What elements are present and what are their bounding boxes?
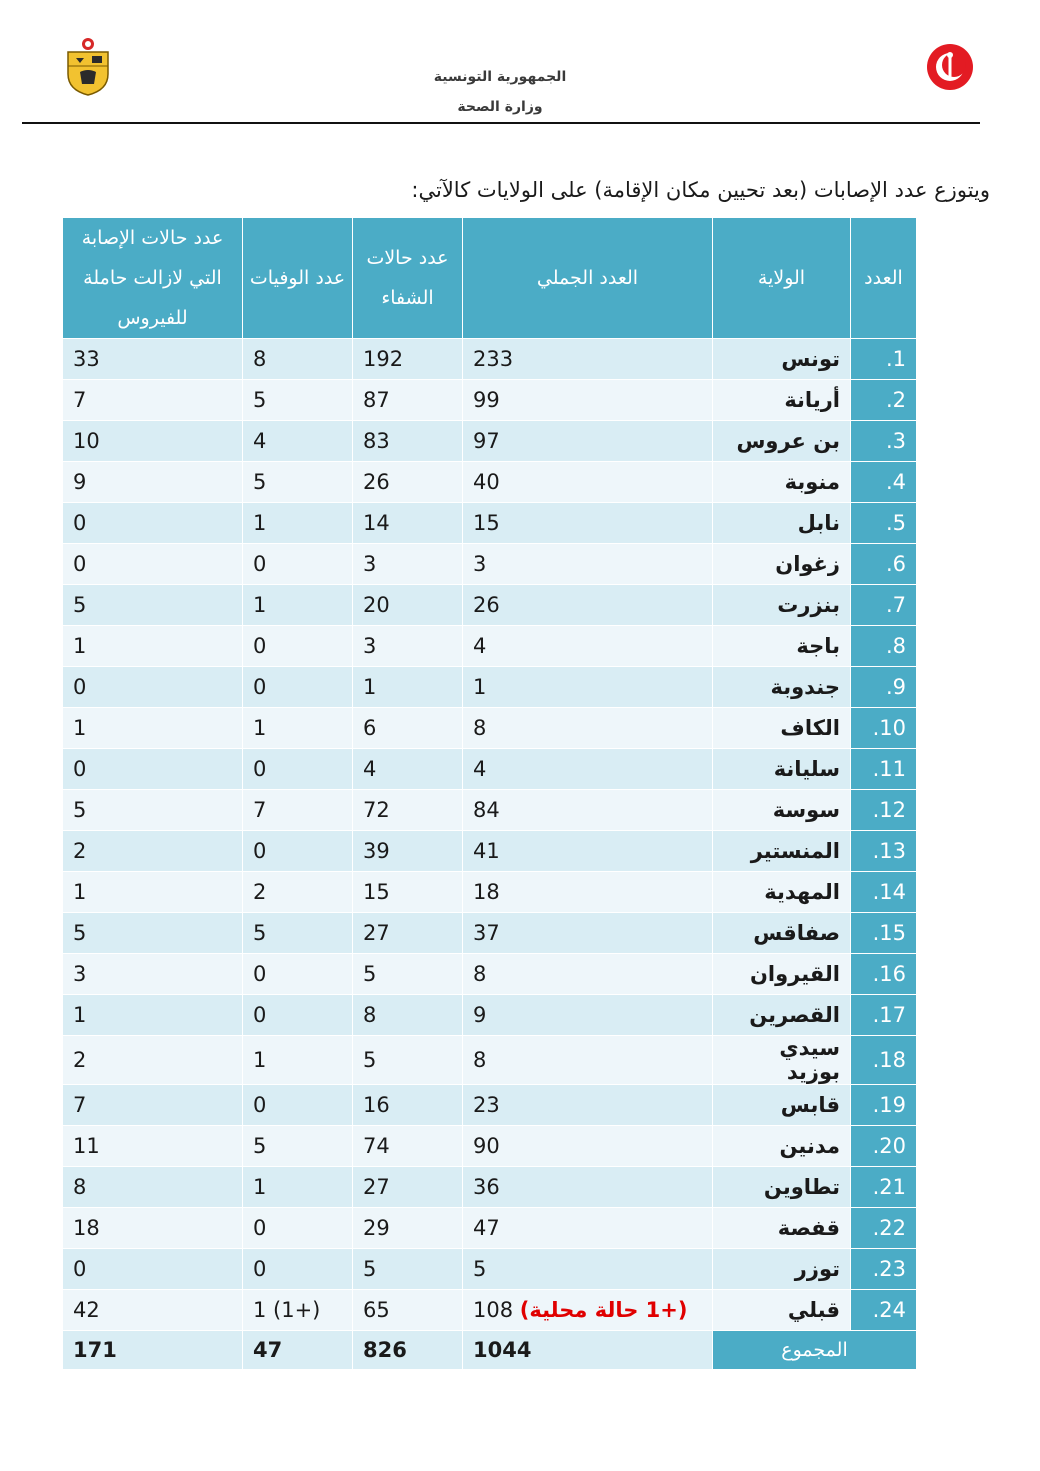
row-governorate: توزر	[713, 1249, 851, 1290]
row-deaths: 0	[243, 626, 353, 667]
row-index: 9.	[851, 667, 917, 708]
row-deaths: 5	[243, 380, 353, 421]
row-active: 1	[63, 995, 243, 1036]
row-index: 5.	[851, 503, 917, 544]
row-recovered: 5	[353, 1036, 463, 1085]
row-deaths: 0	[243, 1085, 353, 1126]
table-row	[63, 995, 917, 1036]
row-total: 8	[463, 1036, 713, 1085]
row-total	[463, 1290, 713, 1331]
row-index: 2.	[851, 380, 917, 421]
table-row	[63, 749, 917, 790]
row-governorate: جندوبة	[713, 667, 851, 708]
table-row	[63, 585, 917, 626]
row-active: 5	[63, 913, 243, 954]
row-recovered: 87	[353, 380, 463, 421]
row-active: 0	[63, 667, 243, 708]
row-governorate: سيدي بوزيد	[713, 1036, 851, 1085]
row-total: 233	[463, 339, 713, 380]
row-recovered: 3	[353, 626, 463, 667]
row-recovered: 5	[353, 954, 463, 995]
row-governorate: قبلي	[713, 1290, 851, 1331]
row-deaths: 8	[243, 339, 353, 380]
row-deaths: 5	[243, 462, 353, 503]
row-index: 19.	[851, 1085, 917, 1126]
row-recovered: 20	[353, 585, 463, 626]
table-row	[63, 1249, 917, 1290]
row-governorate: المهدية	[713, 872, 851, 913]
row-recovered: 65	[353, 1290, 463, 1331]
row-total: 99	[463, 380, 713, 421]
row-governorate: أريانة	[713, 380, 851, 421]
row-deaths: 0	[243, 667, 353, 708]
row-recovered: 26	[353, 462, 463, 503]
row-recovered: 14	[353, 503, 463, 544]
row-active: 7	[63, 380, 243, 421]
row-governorate: قفصة	[713, 1208, 851, 1249]
column-header-index: العدد	[851, 218, 917, 339]
table-row	[63, 421, 917, 462]
table-row	[63, 1126, 917, 1167]
row-active: 2	[63, 831, 243, 872]
row-index: 13.	[851, 831, 917, 872]
table-row	[63, 708, 917, 749]
row-active: 11	[63, 1126, 243, 1167]
row-recovered: 6	[353, 708, 463, 749]
row-total: 41	[463, 831, 713, 872]
ministry-label: وزارة الصحة	[457, 99, 543, 115]
row-total: 97	[463, 421, 713, 462]
row-index: 10.	[851, 708, 917, 749]
totals-deaths: 47	[243, 1331, 353, 1370]
row-active: 0	[63, 544, 243, 585]
row-total-value: 108	[473, 1298, 514, 1322]
row-total: 84	[463, 790, 713, 831]
table-row	[63, 380, 917, 421]
row-governorate: سوسة	[713, 790, 851, 831]
row-recovered: 39	[353, 831, 463, 872]
row-deaths: 1	[243, 1036, 353, 1085]
row-governorate: بن عروس	[713, 421, 851, 462]
row-recovered: 27	[353, 1167, 463, 1208]
row-index: 16.	[851, 954, 917, 995]
table-row	[63, 503, 917, 544]
table-row	[63, 1085, 917, 1126]
row-total: 15	[463, 503, 713, 544]
governorate-cases-table	[62, 218, 917, 1369]
table-row	[63, 544, 917, 585]
table-row	[63, 1036, 917, 1085]
row-total: 26	[463, 585, 713, 626]
row-total: 8	[463, 954, 713, 995]
row-index: 23.	[851, 1249, 917, 1290]
row-deaths: 0	[243, 954, 353, 995]
row-total: 90	[463, 1126, 713, 1167]
row-active: 0	[63, 749, 243, 790]
document-header	[0, 0, 1040, 130]
row-governorate: مدنين	[713, 1126, 851, 1167]
row-active: 10	[63, 421, 243, 462]
row-active: 1	[63, 708, 243, 749]
row-recovered: 83	[353, 421, 463, 462]
table-row	[63, 872, 917, 913]
row-active: 5	[63, 790, 243, 831]
row-total: 47	[463, 1208, 713, 1249]
row-deaths: 5	[243, 913, 353, 954]
row-deaths: 0	[243, 544, 353, 585]
row-recovered: 74	[353, 1126, 463, 1167]
row-governorate: صفاقس	[713, 913, 851, 954]
row-index: 4.	[851, 462, 917, 503]
row-index: 8.	[851, 626, 917, 667]
ministry-title	[380, 62, 620, 122]
row-active: 8	[63, 1167, 243, 1208]
row-index: 14.	[851, 872, 917, 913]
intro-text: ويتوزع عدد الإصابات (بعد تحيين مكان الإقامة) على الولايات كالآتي:	[411, 178, 990, 202]
row-total: 4	[463, 749, 713, 790]
row-total: 9	[463, 995, 713, 1036]
row-index: 1.	[851, 339, 917, 380]
row-recovered: 15	[353, 872, 463, 913]
row-index: 21.	[851, 1167, 917, 1208]
row-governorate: نابل	[713, 503, 851, 544]
row-index: 12.	[851, 790, 917, 831]
row-total: 8	[463, 708, 713, 749]
row-governorate: قابس	[713, 1085, 851, 1126]
row-total: 1	[463, 667, 713, 708]
totals-row	[63, 1331, 917, 1370]
row-recovered: 16	[353, 1085, 463, 1126]
row-index: 15.	[851, 913, 917, 954]
row-governorate: سليانة	[713, 749, 851, 790]
row-deaths: 1	[243, 503, 353, 544]
local-case-note: (+1 حالة محلية)	[519, 1298, 688, 1322]
row-index: 22.	[851, 1208, 917, 1249]
row-deaths: 0	[243, 1208, 353, 1249]
table-row	[63, 1167, 917, 1208]
red-crescent-logo-icon	[925, 42, 975, 92]
column-header-recovered: عدد حالات الشفاء	[353, 218, 463, 339]
row-governorate: تطاوين	[713, 1167, 851, 1208]
row-index: 17.	[851, 995, 917, 1036]
row-recovered: 4	[353, 749, 463, 790]
table-header-row	[63, 218, 917, 339]
totals-total: 1044	[463, 1331, 713, 1370]
row-total: 23	[463, 1085, 713, 1126]
table-row	[63, 667, 917, 708]
row-active: 33	[63, 339, 243, 380]
row-deaths: 1	[243, 1167, 353, 1208]
table-row	[63, 913, 917, 954]
table-row	[63, 1290, 917, 1331]
column-header-governorate: الولاية	[713, 218, 851, 339]
row-active: 2	[63, 1036, 243, 1085]
row-active: 7	[63, 1085, 243, 1126]
row-index: 11.	[851, 749, 917, 790]
row-active: 42	[63, 1290, 243, 1331]
republic-label: الجمهورية التونسية	[433, 69, 567, 85]
row-deaths: 0	[243, 831, 353, 872]
row-recovered: 29	[353, 1208, 463, 1249]
row-active: 1	[63, 626, 243, 667]
row-deaths: 5	[243, 1126, 353, 1167]
row-index: 7.	[851, 585, 917, 626]
row-deaths: 4	[243, 421, 353, 462]
totals-label: المجموع	[713, 1331, 917, 1370]
column-header-deaths: عدد الوفيات	[243, 218, 353, 339]
row-deaths: 7	[243, 790, 353, 831]
row-index: 24.	[851, 1290, 917, 1331]
table-row	[63, 954, 917, 995]
row-deaths: 0	[243, 1249, 353, 1290]
row-deaths: 0	[243, 749, 353, 790]
row-governorate: تونس	[713, 339, 851, 380]
totals-recovered: 826	[353, 1331, 463, 1370]
row-active: 3	[63, 954, 243, 995]
row-total: 5	[463, 1249, 713, 1290]
row-recovered: 192	[353, 339, 463, 380]
header-divider	[22, 122, 980, 124]
row-index: 3.	[851, 421, 917, 462]
row-index: 6.	[851, 544, 917, 585]
column-header-total: العدد الجملي	[463, 218, 713, 339]
row-index: 20.	[851, 1126, 917, 1167]
row-recovered: 3	[353, 544, 463, 585]
row-governorate: الكاف	[713, 708, 851, 749]
row-deaths: 1	[243, 708, 353, 749]
row-recovered: 27	[353, 913, 463, 954]
table-row	[63, 462, 917, 503]
row-deaths: 1	[243, 585, 353, 626]
row-deaths: 2	[243, 872, 353, 913]
row-active: 9	[63, 462, 243, 503]
row-active: 0	[63, 503, 243, 544]
row-total: 18	[463, 872, 713, 913]
row-deaths: 1 (1+)	[243, 1290, 353, 1331]
row-governorate: بنزرت	[713, 585, 851, 626]
row-total: 40	[463, 462, 713, 503]
table-row	[63, 790, 917, 831]
column-header-active: عدد حالات الإصابة التي لازالت حاملة للفيروس	[63, 218, 243, 339]
row-governorate: زغوان	[713, 544, 851, 585]
row-total: 4	[463, 626, 713, 667]
tunisia-coat-of-arms-icon	[62, 36, 114, 96]
row-index: 18.	[851, 1036, 917, 1085]
row-governorate: المنستير	[713, 831, 851, 872]
row-active: 5	[63, 585, 243, 626]
row-governorate: القصرين	[713, 995, 851, 1036]
row-total: 3	[463, 544, 713, 585]
table-row	[63, 626, 917, 667]
table-row	[63, 1208, 917, 1249]
row-governorate: القيروان	[713, 954, 851, 995]
table-row	[63, 339, 917, 380]
row-governorate: باجة	[713, 626, 851, 667]
row-active: 1	[63, 872, 243, 913]
totals-active: 171	[63, 1331, 243, 1370]
row-total: 36	[463, 1167, 713, 1208]
row-active: 18	[63, 1208, 243, 1249]
table-row	[63, 831, 917, 872]
row-active: 0	[63, 1249, 243, 1290]
row-recovered: 8	[353, 995, 463, 1036]
row-recovered: 1	[353, 667, 463, 708]
row-recovered: 72	[353, 790, 463, 831]
row-deaths: 0	[243, 995, 353, 1036]
row-total: 37	[463, 913, 713, 954]
row-governorate: منوبة	[713, 462, 851, 503]
row-recovered: 5	[353, 1249, 463, 1290]
